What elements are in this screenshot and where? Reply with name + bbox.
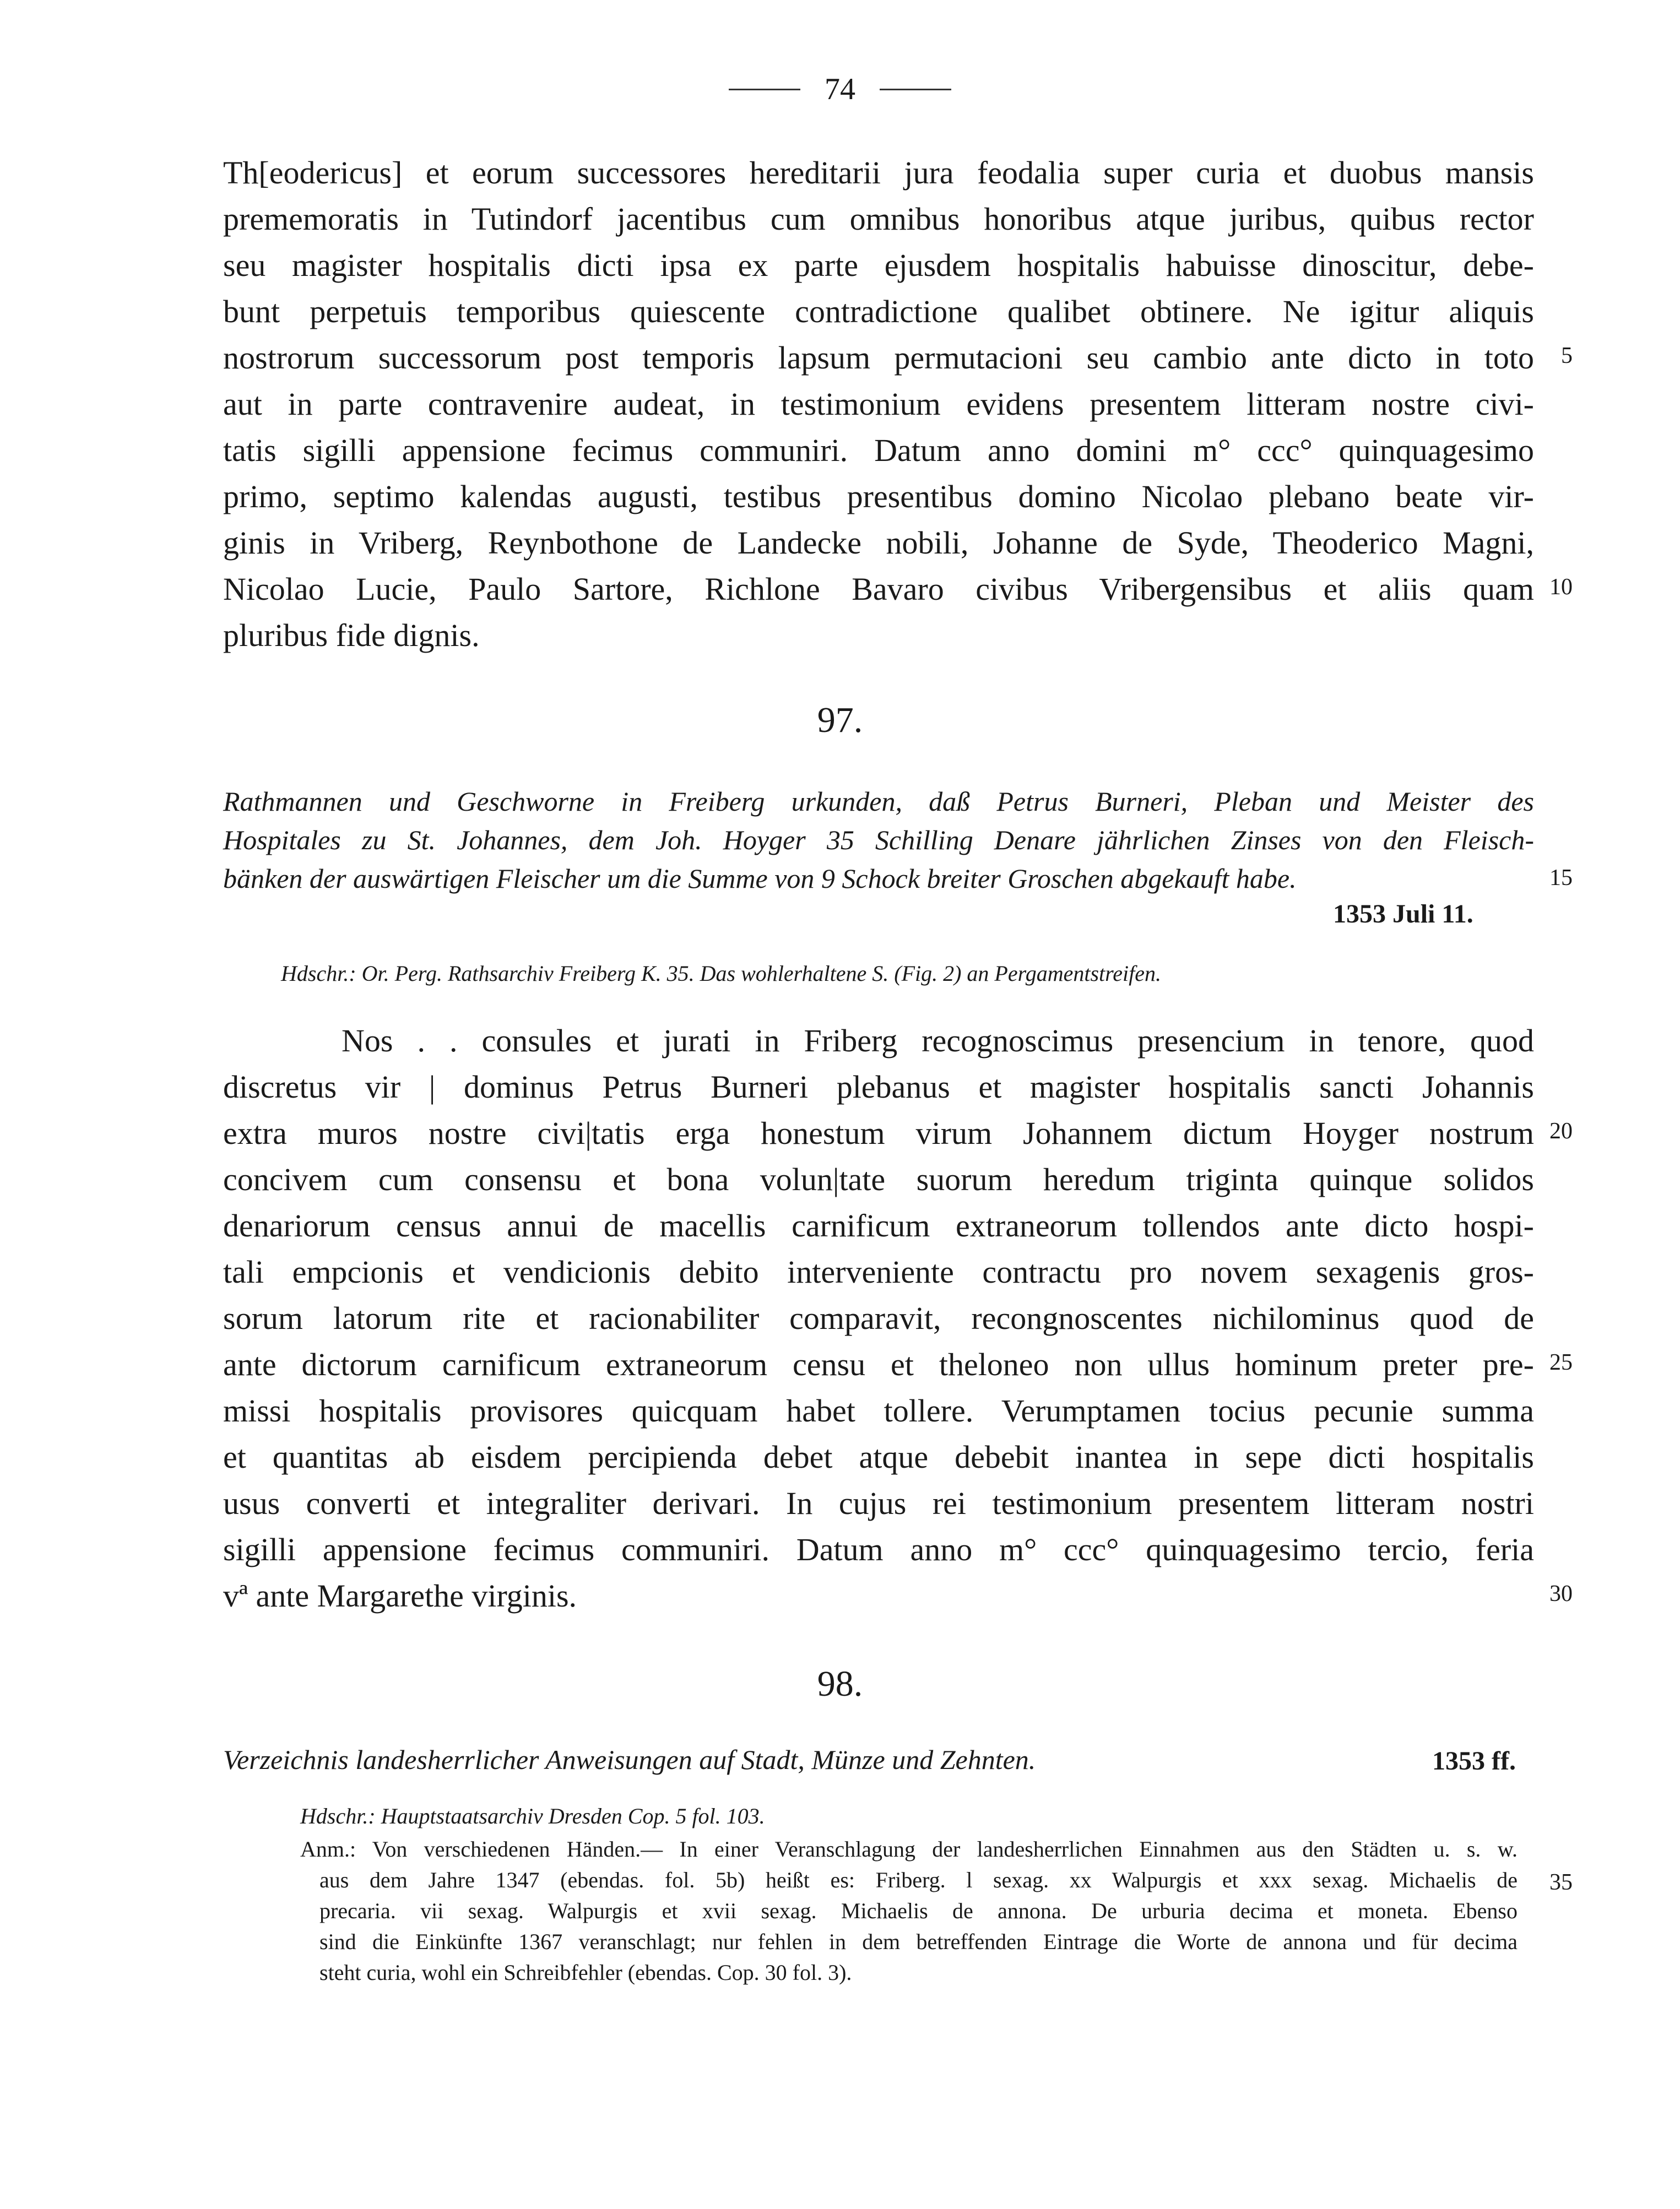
text-line: Nicolao Lucie, Paulo Sartore, Richlone Bavaro civibus Vribergensibus et aliis quam — [223, 571, 1534, 607]
text-line: ante dictorum carnificum extraneorum censu et theloneo non ullus hominum preter pre- — [223, 1347, 1534, 1382]
text-line: discretus vir | dominus Petrus Burneri plebanus et magister hospitalis sancti Johannis — [223, 1069, 1534, 1105]
text-line: prememoratis in Tutindorf jacentibus cum omnibus honoribus atque juribus, quibus rector — [223, 201, 1534, 237]
text-line: sigilli appensione fecimus communiri. Datum anno m° ccc° quinquagesimo tercio, feria — [223, 1532, 1534, 1567]
annotation-line: steht curia, wohl ein Schreibfehler (ebendas. Cop. 30 fol. 3). — [319, 1960, 852, 1985]
text-line: denariorum census annui de macellis carnificum extraneorum tollendos ante dicto hospi- — [223, 1208, 1534, 1244]
text-line: et quantitas ab eisdem percipienda debet atque debebit inantea in sepe dicti hospitalis — [223, 1439, 1534, 1475]
text-line: tali empcionis et vendicionis debito interveniente contractu pro novem sexagenis gros- — [223, 1254, 1534, 1290]
text-line: bunt perpetuis temporibus quiescente contradictione qualibet obtinere. Ne igitur aliquis — [223, 294, 1534, 329]
document-date: 1353 ff. — [1432, 1746, 1516, 1776]
page-number: 74 — [825, 72, 855, 106]
source-note: Hdschr.: Hauptstaatsarchiv Dresden Cop. 5 fol. 103. — [300, 1804, 765, 1828]
line-number: 35 — [1549, 1870, 1573, 1895]
text-line: pluribus fide dignis. — [223, 617, 480, 653]
summary-line: Rathmannen und Geschworne in Freiberg urkunden, daß Petrus Burneri, Pleban und Meister des — [223, 786, 1534, 817]
document-date: 1353 Juli 11. — [1333, 899, 1473, 929]
text-line: concivem cum consensu et bona volun|tate suorum heredum triginta quinque solidos — [223, 1162, 1534, 1197]
annotation-line: Anm.: Von verschiedenen Händen.— In einer Veranschlagung der landesherrlichen Einnahmen aus den Städten u. s. w. — [300, 1837, 1518, 1861]
line-number: 5 — [1561, 343, 1573, 368]
text-line: extra muros nostre civi|tatis erga honestum virum Johannem dictum Hoyger nostrum — [223, 1115, 1534, 1151]
line-number: 25 — [1549, 1350, 1573, 1375]
line-number: 20 — [1549, 1119, 1573, 1144]
line-number: 30 — [1549, 1581, 1573, 1606]
text-line: primo, septimo kalendas augusti, testibus presentibus domino Nicolao plebano beate vir- — [223, 479, 1534, 514]
text-line: ginis in Vriberg, Reynbothone de Landecke nobili, Johanne de Syde, Theoderico Magni, — [223, 525, 1534, 561]
annotation-line: precaria. vii sexag. Walpurgis et xvii sexag. Michaelis de annona. De urburia decima et moneta. Ebenso — [319, 1898, 1518, 1923]
text-line: usus converti et integraliter derivari. In cujus rei testimonium presentem litteram nostri — [223, 1485, 1534, 1521]
summary-line: bänken der auswärtigen Fleischer um die Summe von 9 Schock breiter Groschen abgekauft habe. — [223, 863, 1297, 894]
summary-line: Hospitales zu St. Johannes, dem Joh. Hoyger 35 Schilling Denare jährlichen Zinses von den Fleisch- — [223, 824, 1534, 855]
text-line: vª ante Margarethe virginis. — [223, 1578, 577, 1614]
document-number: 98. — [817, 1664, 863, 1704]
source-note: Hdschr.: Or. Perg. Rathsarchiv Freiberg K. 35. Das wohlerhaltene S. (Fig. 2) an Pergamentstreifen. — [281, 961, 1161, 986]
text-line: Th[eodericus] et eorum successores hereditarii jura feodalia super curia et duobus mansis — [223, 155, 1534, 191]
text-line: nostrorum successorum post temporis lapsum permutacioni seu cambio ante dicto in toto — [223, 340, 1534, 376]
page-header — [0, 72, 1680, 107]
annotation-line: sind die Einkünfte 1367 veranschlagt; nur fehlen in dem betreffenden Eintrage die Worte de annona und für decima — [319, 1929, 1518, 1954]
text-line: aut in parte contravenire audeat, in testimonium evidens presentem litteram nostre civi- — [223, 386, 1534, 422]
header-rule-left — [729, 89, 800, 90]
text-line: Nos . . consules et jurati in Friberg recognoscimus presencium in tenore, quod — [342, 1023, 1534, 1059]
header-rule-right — [880, 89, 951, 90]
text-line: sorum latorum rite et racionabiliter comparavit, recongnoscentes nichilominus quod de — [223, 1300, 1534, 1336]
line-number: 15 — [1549, 865, 1573, 891]
text-line: seu magister hospitalis dicti ipsa ex parte ejusdem hospitalis habuisse dinoscitur, debe- — [223, 247, 1534, 283]
text-line: tatis sigilli appensione fecimus communiri. Datum anno domini m° ccc° quinquagesimo — [223, 432, 1534, 468]
document-summary: Verzeichnis landesherrlicher Anweisungen auf Stadt, Münze und Zehnten. — [223, 1744, 1036, 1775]
text-line: missi hospitalis provisores quicquam habet tollere. Verumptamen tocius pecunie summa — [223, 1393, 1534, 1429]
document-number: 97. — [817, 700, 863, 740]
line-number: 10 — [1549, 574, 1573, 600]
annotation-line: aus dem Jahre 1347 (ebendas. fol. 5b) heißt es: Friberg. l sexag. xx Walpurgis et xxx sexag. Michaelis de — [319, 1868, 1518, 1892]
